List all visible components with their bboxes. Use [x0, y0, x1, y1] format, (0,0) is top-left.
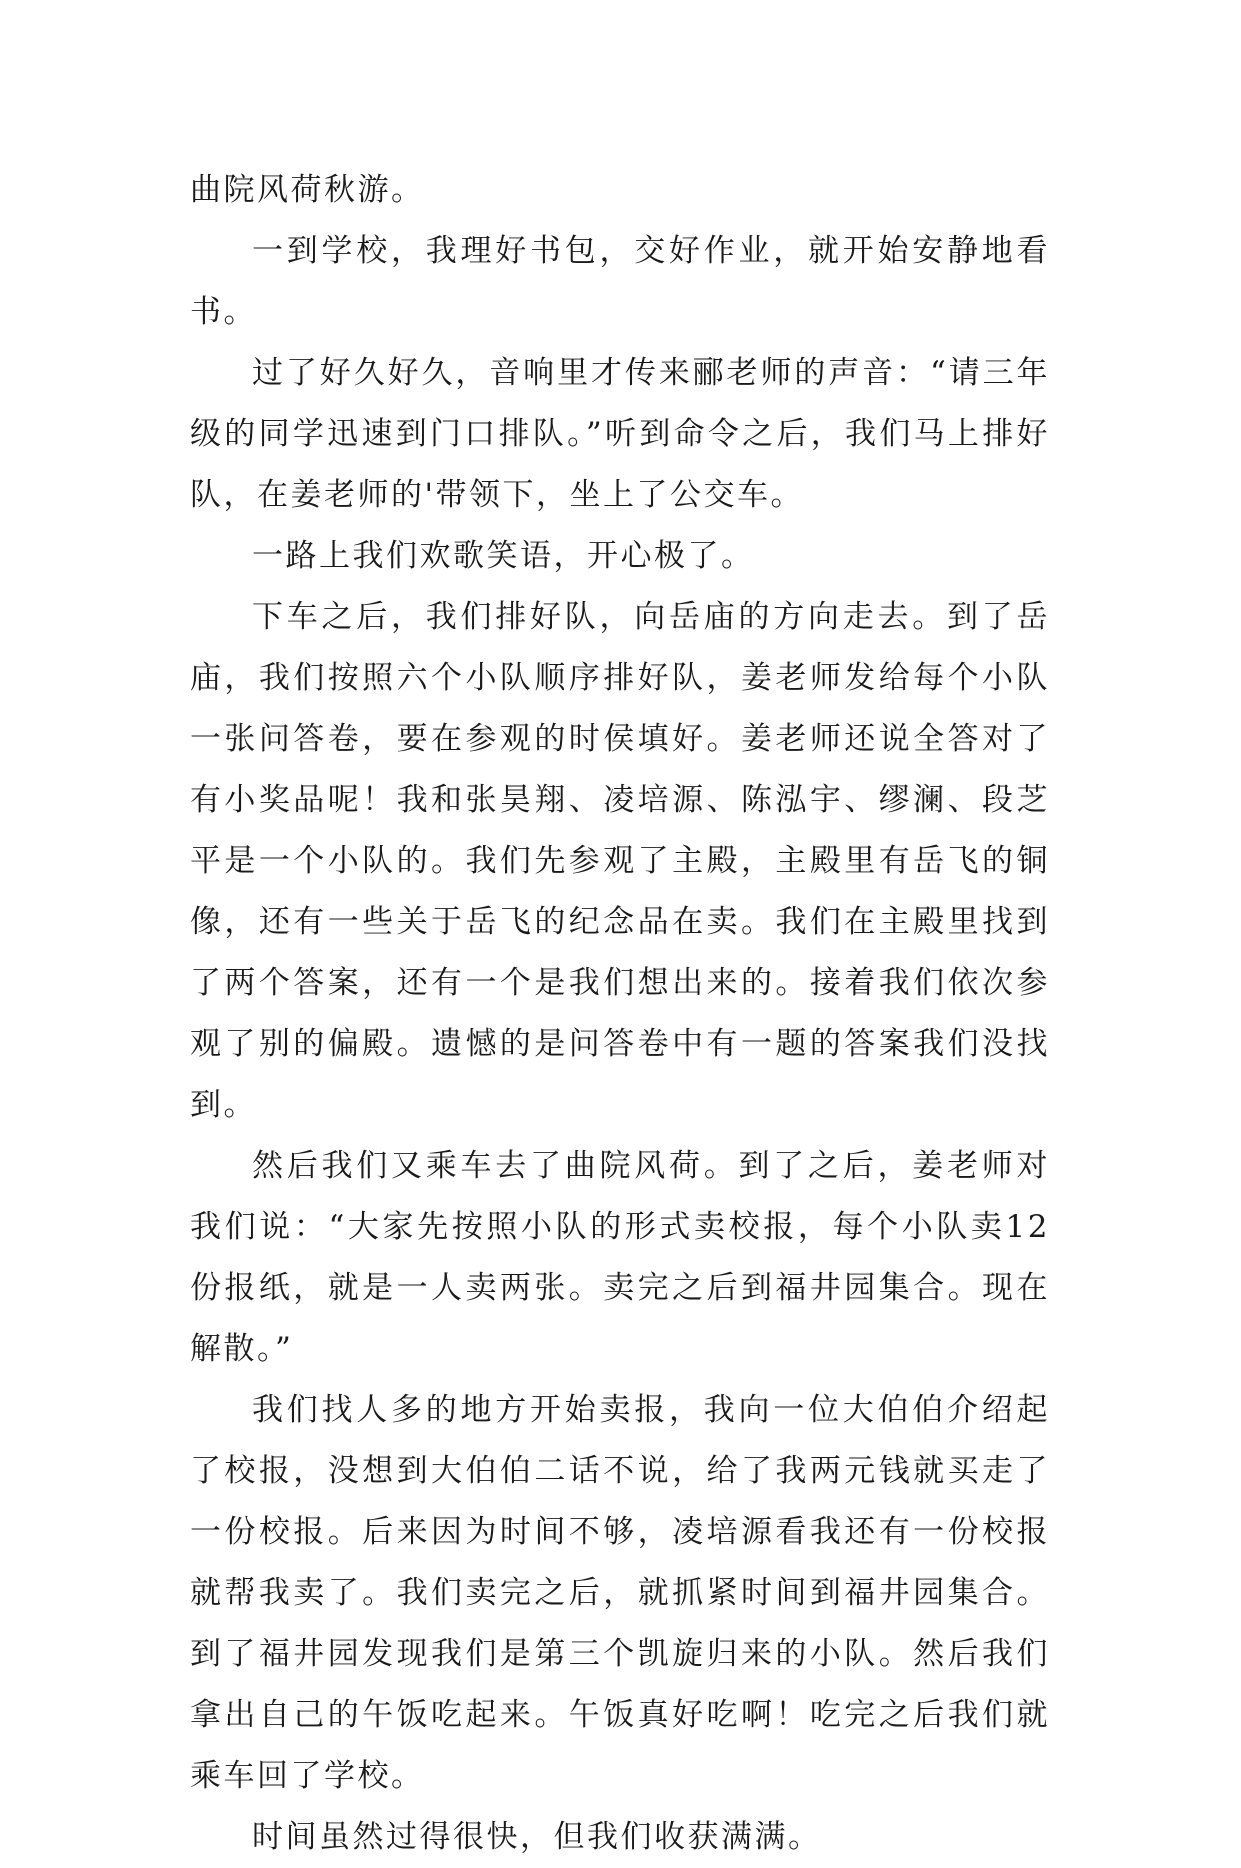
- paragraph-7: 我们找人多的地方开始卖报，我向一位大伯伯介绍起了校报，没想到大伯伯二话不说，给了我两元钱就买走了一份校报。后来因为时间不够，凌培源看我还有一份校报就帮我卖了。我们卖完之后，就抓紧时间到福井园集合。到了福井园发现我们是第三个凯旋归来的小队。然后我们拿出自己的午饭吃起来。午饭真好吃啊！吃完之后我们就乘车回了学校。: [190, 1392, 1050, 1794]
- paragraph-2: 一到学校，我理好书包，交好作业，就开始安静地看书。: [190, 233, 1050, 330]
- paragraph-5: 下车之后，我们排好队，向岳庙的方向走去。到了岳庙，我们按照六个小队顺序排好队，姜老师发给每个小队一张问答卷，要在参观的时侯填好。姜老师还说全答对了有小奖品呢！我和张昊翔、凌培源、陈泓宇、缪澜、段芝平是一个小队的。我们先参观了主殿，主殿里有岳飞的铜像，还有一些关于岳飞的纪念品在卖。我们在主殿里找到了两个答案，还有一个是我们想出来的。接着我们依次参观了别的偏殿。遗憾的是问答卷中有一题的答案我们没找到。: [190, 599, 1050, 1123]
- paragraph-6: 然后我们又乘车去了曲院风荷。到了之后，姜老师对我们说：“大家先按照小队的形式卖校报，每个小队卖12份报纸，就是一人卖两张。卖完之后到福井园集合。现在解散。”: [190, 1148, 1050, 1367]
- paragraph-1: 曲院风荷秋游。: [190, 172, 425, 208]
- paragraph-4: 一路上我们欢歌笑语，开心极了。: [252, 538, 755, 574]
- paragraph-8: 时间虽然过得很快，但我们收获满满。: [252, 1819, 822, 1855]
- essay-body: [190, 160, 1050, 1868]
- paragraph-3: 过了好久好久，音响里才传来郦老师的声音：“请三年级的同学迅速到门口排队。”听到命令之后，我们马上排好队，在姜老师的'带领下，坐上了公交车。: [190, 355, 1050, 513]
